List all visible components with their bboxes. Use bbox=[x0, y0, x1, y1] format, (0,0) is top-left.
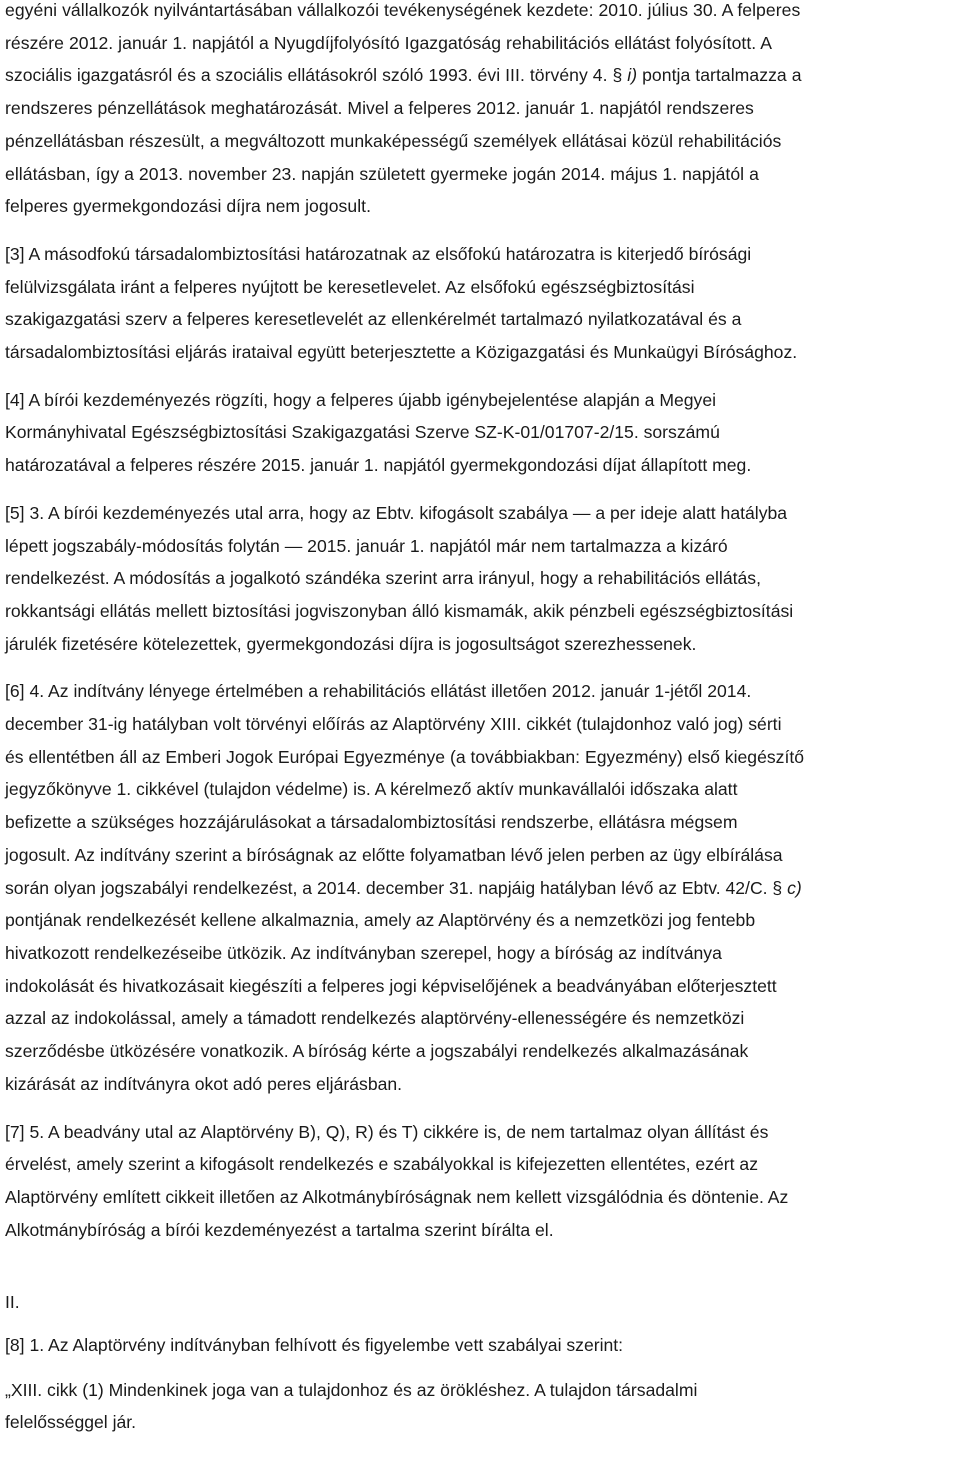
text-line: [4] A bírói kezdeményezés rögzíti, hogy a felperes újabb igénybejelentése alapján a Megyei bbox=[5, 389, 717, 410]
text-line: felelősséggel jár. bbox=[5, 1412, 137, 1433]
text-line: rendelkezést. A módosítás a jogalkotó szándéka szerint arra irányul, hogy a rehabilitációs ellátás, bbox=[5, 568, 761, 589]
text-line: kizárását az indítványra okot adó peres eljárásban. bbox=[5, 1073, 403, 1094]
text-line: határozatával a felperes részére 2015. január 1. napjától gyermekgondozási díjat állapított meg. bbox=[5, 455, 752, 476]
paragraph-4 bbox=[5, 384, 960, 482]
spacer bbox=[5, 1246, 960, 1286]
spacer bbox=[5, 369, 960, 384]
section-heading: II. bbox=[5, 1292, 20, 1313]
text-line: pénzellátásban részesült, a megváltozott munkaképességű személyek ellátásai közül rehabilitációs bbox=[5, 130, 782, 151]
text-line: felülvizsgálata iránt a felperes nyújtott be keresetlevelet. Az elsőfokú egészségbiztosítási bbox=[5, 276, 695, 297]
text-line: részére 2012. január 1. napjától a Nyugdíjfolyósító Igazgatóság rehabilitációs ellátást folyósított. A bbox=[5, 32, 772, 53]
text-line: [3] A másodfokú társadalombiztosítási határozatnak az elsőfokú határozatra is kiterjedő bírósági bbox=[5, 243, 752, 264]
text-line: indokolását és hivatkozásait kiegészíti a felperes jogi képviselőjének a beadványában előterjesztett bbox=[5, 975, 777, 996]
text-line: befizette a szükséges hozzájárulásokat a társadalombiztosítási rendszerbe, ellátásra mégsem bbox=[5, 812, 738, 833]
paragraph-5 bbox=[5, 497, 960, 661]
text-line: [8] 1. Az Alaptörvény indítványban felhívott és figyelembe vett szabályai szerint: bbox=[5, 1335, 624, 1356]
text-line: járulék fizetésére kötelezettek, gyermekgondozási díjra is jogosultságot szerezhessenek. bbox=[5, 633, 697, 654]
spacer bbox=[5, 1362, 960, 1374]
text-line: ellátásban, így a 2013. november 23. napján született gyermeke jogán 2014. május 1. napjától a bbox=[5, 163, 759, 184]
text-line: jogosult. Az indítvány szerint a bíróságnak az előtte folyamatban lévő jelen perben az ügy elbírálása bbox=[5, 844, 783, 865]
text-line: pontjának rendelkezését kellene alkalmaznia, amely az Alaptörvény és a nemzetközi jog fentebb bbox=[5, 910, 756, 931]
text-line: lépett jogszabály-módosítás folytán — 2015. január 1. napjától már nem tartalmazza a kizáró bbox=[5, 535, 728, 556]
paragraph-8 bbox=[5, 1329, 960, 1362]
text-line: és ellentétben áll az Emberi Jogok Európai Egyezménye (a továbbiakban: Egyezmény) első kiegészítő bbox=[5, 746, 805, 767]
text-line: [7] 5. A beadvány utal az Alaptörvény B), Q), R) és T) cikkére is, de nem tartalmaz olyan állítást és bbox=[5, 1121, 769, 1142]
text-line: felperes gyermekgondozási díjra nem jogosult. bbox=[5, 196, 372, 217]
text-line: társadalombiztosítási eljárás irataival együtt beterjesztette a Közigazgatási és Munkaügyi Bírósághoz. bbox=[5, 342, 798, 363]
text-line: azzal az indokolással, amely a támadott rendelkezés alaptörvény-ellenességére és nemzetközi bbox=[5, 1008, 745, 1029]
text-line: Kormányhivatal Egészségbiztosítási Szakigazgatási Szerve SZ-K-01/01707-2/15. sorszámú bbox=[5, 422, 720, 443]
spacer bbox=[5, 660, 960, 675]
paragraph-intro bbox=[5, 0, 960, 223]
paragraph-6 bbox=[5, 675, 960, 1100]
spacer bbox=[5, 1101, 960, 1116]
text-line: egyéni vállalkozók nyilvántartásában vállalkozói tevékenységének kezdete: 2010. július 30. A felperes bbox=[5, 0, 801, 20]
paragraph-3 bbox=[5, 238, 960, 369]
text-line: szerződésbe ütközésére vonatkozik. A bíróság kérte a jogszabályi rendelkezés alkalmazásának bbox=[5, 1041, 749, 1062]
text-line: [5] 3. A bírói kezdeményezés utal arra, hogy az Ebtv. kifogásolt szabálya — a per ideje alatt hatályba bbox=[5, 502, 788, 523]
text-line: érvelést, amely szerint a kifogásolt rendelkezés e szabályokkal is kifejezetten ellentétes, ezért az bbox=[5, 1154, 758, 1175]
text-line: során olyan jogszabályi rendelkezést, a 2014. december 31. napjáig hatályban lévő az Ebtv. 42/C. § c) bbox=[5, 877, 802, 898]
text-line: „XIII. cikk (1) Mindenkinek joga van a tulajdonhoz és az örökléshez. A tulajdon társadalmi bbox=[5, 1379, 698, 1400]
spacer bbox=[5, 1319, 960, 1329]
text-line: december 31-ig hatályban volt törvényi előírás az Alaptörvény XIII. cikkét (tulajdonhoz való jog) sérti bbox=[5, 714, 782, 735]
text-line: Alkotmánybíróság a bírói kezdeményezést a tartalma szerint bírálta el. bbox=[5, 1219, 554, 1240]
quote-block bbox=[5, 1374, 960, 1439]
text-line: rokkantsági ellátás mellett biztosítási jogviszonyban álló kismamák, akik pénzbeli egészségbiztosítási bbox=[5, 600, 794, 621]
text-line: jegyzőkönyve 1. cikkével (tulajdon védelme) is. A kérelmező aktív munkavállalói időszaka alatt bbox=[5, 779, 738, 800]
text-line: [6] 4. Az indítvány lényege értelmében a rehabilitációs ellátást illetően 2012. január 1-jétől 2014. bbox=[5, 681, 752, 702]
text-line: szociális igazgatásról és a szociális ellátásokról szóló 1993. évi III. törvény 4. § i) pontja tartalmazza a bbox=[5, 65, 802, 86]
text-line: szakigazgatási szerv a felperes keresetlevelét az ellenkérelmét tartalmazó nyilatkozatával és a bbox=[5, 309, 742, 330]
paragraph-7 bbox=[5, 1116, 960, 1247]
text-line: hivatkozott rendelkezéseibe ütközik. Az indítványban szerepel, hogy a bíróság az indítványa bbox=[5, 942, 722, 963]
text-line: rendszeres pénzellátások meghatározását. Mivel a felperes 2012. január 1. napjától rendszeres bbox=[5, 98, 754, 119]
spacer bbox=[5, 223, 960, 238]
spacer bbox=[5, 482, 960, 497]
text-line: Alaptörvény említett cikkeit illetően az Alkotmánybíróságnak nem kellett vizsgálódnia és döntenie. Az bbox=[5, 1186, 789, 1207]
